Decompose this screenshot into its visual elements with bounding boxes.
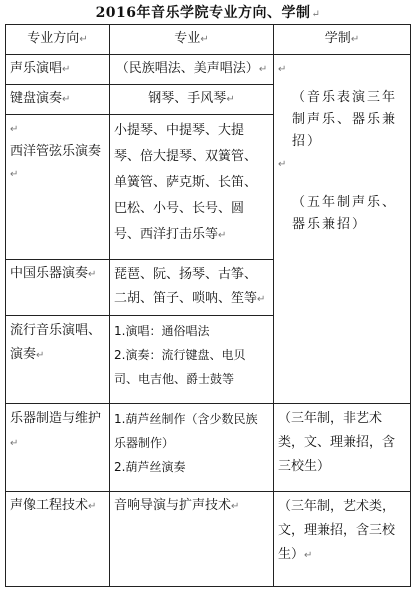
direction-cell: 中国乐器演奏↵ xyxy=(6,260,110,316)
major-cell: 音响导演与扩声技术↵ xyxy=(110,492,274,587)
duration-merged-cell: ↵ （音乐表演三年制声乐、器乐兼招） ↵ （五年制声乐、器乐兼招） xyxy=(274,55,411,404)
table-row xyxy=(6,492,411,587)
header-major: 专业↵ xyxy=(110,25,274,55)
major-cell: 1.葫芦丝制作（含少数民族乐器制作） 2.葫芦丝演奏 xyxy=(110,404,274,492)
major-cell: （民族唱法、美声唱法）↵ xyxy=(110,55,274,85)
page-title xyxy=(0,2,416,22)
table-row xyxy=(6,55,411,85)
duration-cell: （三年制，非艺术类，文、理兼招，含三校生） xyxy=(274,404,411,492)
direction-cell: 声像工程技术↵ xyxy=(6,492,110,587)
duration-five-year: （五年制声乐、器乐兼招） xyxy=(292,195,398,232)
direction-cell: 流行音乐演唱、演奏↵ xyxy=(6,316,110,404)
duration-three-year: （音乐表演三年制声乐、器乐兼招） xyxy=(292,90,398,149)
table-row xyxy=(6,404,411,492)
majors-table xyxy=(5,24,411,587)
major-cell: 钢琴、手风琴↵ xyxy=(110,85,274,115)
header-direction: 专业方向↵ xyxy=(6,25,110,55)
title-text: 2016年音乐学院专业方向、学制 xyxy=(95,5,311,21)
direction-cell: 声乐演唱↵ xyxy=(6,55,110,85)
table-header-row xyxy=(6,25,411,55)
header-duration: 学制↵ xyxy=(274,25,411,55)
direction-cell: 键盘演奏↵ xyxy=(6,85,110,115)
direction-cell: 乐器制造与维护↵ xyxy=(6,404,110,492)
direction-cell: ↵ 西洋管弦乐演奏↵ xyxy=(6,115,110,260)
major-cell: 1.演唱：通俗唱法 2.演奏：流行键盘、电贝司、电吉他、爵士鼓等 xyxy=(110,316,274,404)
major-cell: 小提琴、中提琴、大提琴、倍大提琴、双簧管、单簧管、萨克斯、长笛、巴松、小号、长号、圆号、西洋打击乐等↵ xyxy=(110,115,274,260)
paragraph-mark: ↵ xyxy=(311,9,321,20)
duration-cell: （三年制，艺术类，文，理兼招，含三校生）↵ xyxy=(274,492,411,587)
major-cell: 琵琶、阮、扬琴、古筝、二胡、笛子、唢呐、笙等↵ xyxy=(110,260,274,316)
